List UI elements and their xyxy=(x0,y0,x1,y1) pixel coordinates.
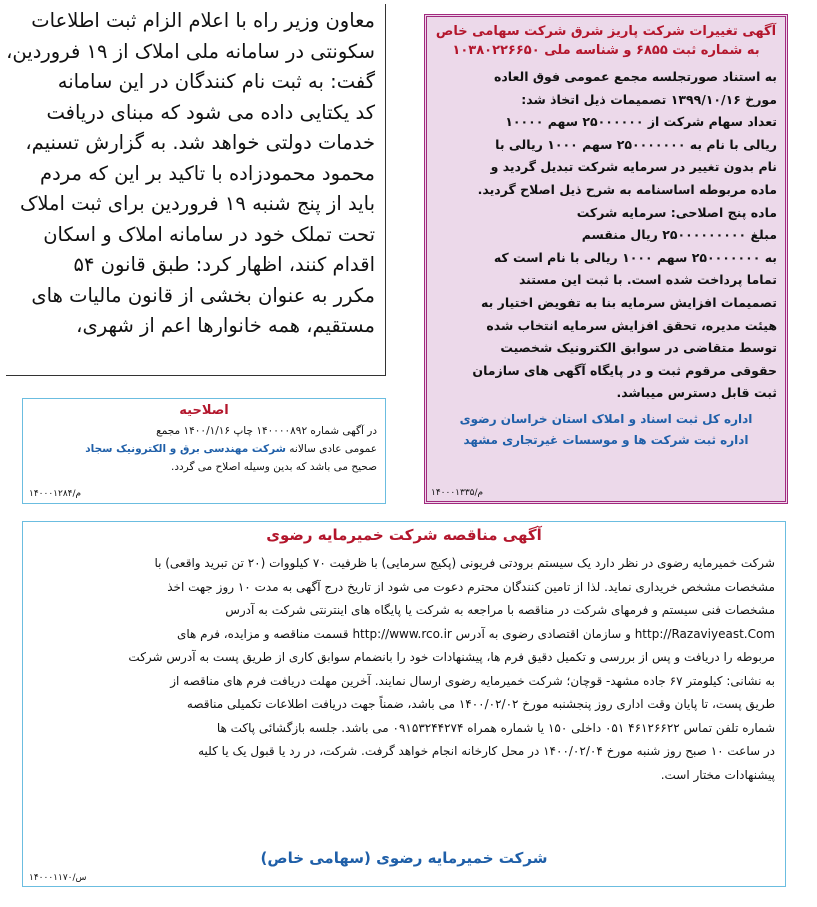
changes-title-line1: آگهی تغییرات شرکت پاریز شرق شرکت سهامی خاص xyxy=(435,24,777,39)
tender-line: مربوطه را دریافت و پس از بررسی و تکمیل دقیق فرم ها، پیشنهادات خود را بانضمام سوابق کاری از طریق پست به آدرس شرکت xyxy=(128,650,775,664)
changes-line: حقوقی مرقوم ثبت و در پایگاه آگهی های سازمان xyxy=(472,362,777,378)
correction-line xyxy=(31,440,377,458)
news-article xyxy=(6,4,386,376)
changes-line: تماما پرداخت شده است. با ثبت این مستند xyxy=(518,272,777,288)
news-line: کد یکتایی داده می شود که مبنای دریافت xyxy=(46,100,375,124)
changes-line: مبلغ ۲۵۰۰۰۰۰۰۰۰۰ ریال منقسم xyxy=(581,227,777,243)
tender-signature: شرکت خمیرمایه رضوی (سهامی خاص) xyxy=(260,849,548,867)
news-line: خدمات دولتی خواهد شد. به گزارش تسنیم، xyxy=(25,131,375,154)
news-line: مستقیم، همه خانوارها اعم از شهری، xyxy=(76,314,375,337)
tender-line: به نشانی: کیلومتر ۶۷ جاده مشهد- قوچان؛ شرکت خمیرمایه رضوی ارسال نمایند. آخرین مهلت دریافت فرم های مناقصه از xyxy=(170,673,775,688)
tender-line: http://Razaviyeast.Com و سازمان اقتصادی رضوی به آدرس http://www.rco.ir قسمت مناقصه و مزایده، فرم های xyxy=(176,626,775,641)
changes-title-line2: به شماره ثبت ۶۸۵۵ و شناسه ملی ۱۰۳۸۰۲۲۶۶۵۰ xyxy=(452,43,760,58)
tender-code: ۱۴۰۰۰۱۱۷۰/س xyxy=(29,873,87,883)
signature-line1: اداره کل ثبت اسناد و املاک استان خراسان رضوی xyxy=(459,411,753,426)
correction-company-name: شرکت مهندسی برق و الکترونیک سجاد xyxy=(85,443,286,455)
tender-line: در ساعت ۱۰ صبح روز شنبه مورخ ۱۴۰۰/۰۲/۰۴ در محل کارخانه انجام خواهد گرفت. شرکت، در رد یا قبول یک یا کلیه xyxy=(198,744,775,758)
correction-line: در آگهی شماره ۱۴۰۰۰۰۸۹۲ چاپ ۱۴۰۰/۱/۱۶ مجمع xyxy=(156,425,377,437)
tender-line: شرکت خمیرمایه رضوی در نظر دارد یک سیستم برودتی فریونی (پکیج سرمایی) با ظرفیت ۷۰ کیلووات (۲۰ تن تبرید واقعی) با xyxy=(154,556,775,570)
correction-title: اصلاحیه xyxy=(179,403,229,418)
news-line: باید از پنج شنبه ۱۹ فروردین برای ثبت املاک xyxy=(19,192,375,215)
changes-line: به استناد صورتجلسه مجمع عمومی فوق العاده xyxy=(493,69,777,84)
tender-line: شماره تلفن تماس ۴۶۱۲۶۶۲۲ ۰۵۱ داخلی ۱۵۰ یا شماره همراه ۰۹۱۵۳۲۴۴۲۷۴ می باشد. جلسه بازگشائی پاکت ها xyxy=(216,720,775,735)
news-line: محمود محمودزاده با تاکید بر این که مردم xyxy=(40,161,375,185)
changes-line: به ۲۵۰۰۰۰۰۰۰ سهم ۱۰۰۰ ریالی با نام است که xyxy=(493,249,777,265)
signature-line2: اداره ثبت شرکت ها و موسسات غیرتجاری مشهد xyxy=(463,432,749,447)
changes-line: ثبت قابل دسترس میباشد. xyxy=(616,385,777,401)
correction-line: صحیح می باشد که بدین وسیله اصلاح می گردد. xyxy=(170,461,377,473)
changes-line: تعداد سهام شرکت از ۲۵۰۰۰۰۰۰ سهم ۱۰۰۰۰ xyxy=(505,114,777,130)
changes-line: تصمیمات افزایش سرمایه بنا به تفویض اختیار به xyxy=(481,294,777,310)
changes-notice-title xyxy=(433,22,779,60)
tender-line: طریق پست، تا پایان وقت اداری روز پنجشنبه مورخ ۱۴۰۰/۰۲/۰۲ می باشد، ضمناً جهت دریافت اطلاعات تکمیلی مناقصه xyxy=(186,697,775,711)
tender-line: پیشنهادات مختار است. xyxy=(660,767,775,782)
news-line: گفت: به ثبت نام کنندگان در این سامانه xyxy=(57,70,375,93)
tender-title: آگهی مناقصه شرکت خمیرمایه رضوی xyxy=(266,526,542,544)
news-line: سکونتی در سامانه ملی املاک از ۱۹ فروردین، xyxy=(6,39,375,63)
news-line: مکرر به عنوان بخشی از قانون مالیات های xyxy=(31,283,375,307)
changes-notice-signature xyxy=(433,409,779,451)
tender-notice xyxy=(22,521,786,887)
correction-notice xyxy=(22,398,386,504)
changes-line: مورخ ۱۳۹۹/۱۰/۱۶ تصمیمات ذیل اتخاذ شد: xyxy=(521,91,777,107)
news-line: تحت تملک خود در سامانه املاک و اسکان xyxy=(43,222,375,246)
changes-line: ماده مربوطه اساسنامه به شرح ذیل اصلاح گردید. xyxy=(477,181,777,197)
changes-notice-code: ۱۴۰۰۰۱۳۳۵/م xyxy=(431,488,484,498)
correction-body xyxy=(23,418,385,476)
correction-line-prefix: عمومی عادی سالانه xyxy=(289,443,377,455)
news-line: اقدام کنند، اظهار کرد: طبق قانون ۵۴ xyxy=(73,253,375,276)
correction-code: ۱۴۰۰۰۱۲۸۴/م xyxy=(29,489,82,499)
changes-line: توسط متقاضی در سوابق الکترونیک شخصیت xyxy=(500,340,777,356)
changes-notice xyxy=(424,14,788,504)
tender-body xyxy=(23,544,785,787)
tender-line: مشخصات مشخص خریداری نماید. لذا از تامین کنندگان محترم دعوت می شود از تاریخ درج آگهی به مدت ۱۰ روز جهت اخذ xyxy=(167,579,775,594)
changes-line: ریالی با نام به ۲۵۰۰۰۰۰۰۰ سهم ۱۰۰۰ ریالی با xyxy=(495,136,777,152)
news-line: معاون وزیر راه با اعلام الزام ثبت اطلاعات xyxy=(31,9,375,32)
changes-line: ماده پنج اصلاحی: سرمایه شرکت xyxy=(576,204,777,220)
changes-notice-body xyxy=(435,66,777,405)
news-article-text xyxy=(6,4,385,342)
changes-line: هیئت مدیره، تحقق افزایش سرمایه انتخاب شده xyxy=(486,317,777,333)
tender-line: مشخصات فنی سیستم و فرمهای شرکت در مناقصه با مراجعه به شرکت یا پایگاه های اینترنتی شرکت به آدرس xyxy=(225,603,775,617)
changes-line: نام بدون تغییر در سرمایه شرکت تبدیل گردید و xyxy=(490,159,777,175)
